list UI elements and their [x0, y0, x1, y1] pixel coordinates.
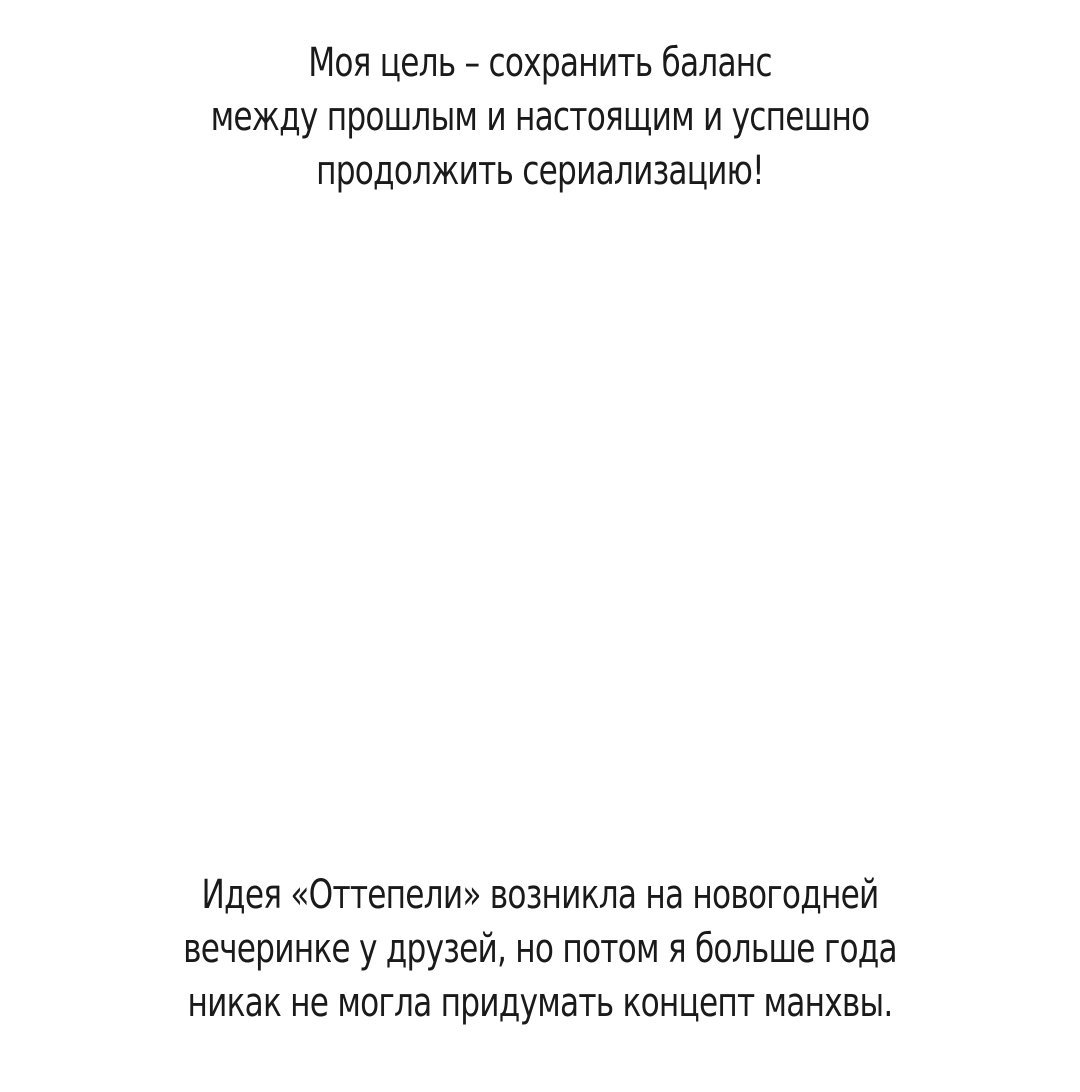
- caption-line: никак не могла придумать концепт манхвы.: [187, 980, 893, 1026]
- caption-line: вечеринке у друзей, но потом я больше года: [183, 926, 897, 972]
- caption-line: продолжить сериализацию!: [316, 148, 764, 194]
- caption-line: Идея «Оттепели» возникла на новогодней: [201, 872, 879, 918]
- caption-line: между прошлым и настоящим и успешно: [210, 94, 870, 140]
- bottom-caption: [0, 868, 1080, 1030]
- top-caption: [0, 36, 1080, 198]
- caption-line: Моя цель – сохранить баланс: [308, 40, 772, 86]
